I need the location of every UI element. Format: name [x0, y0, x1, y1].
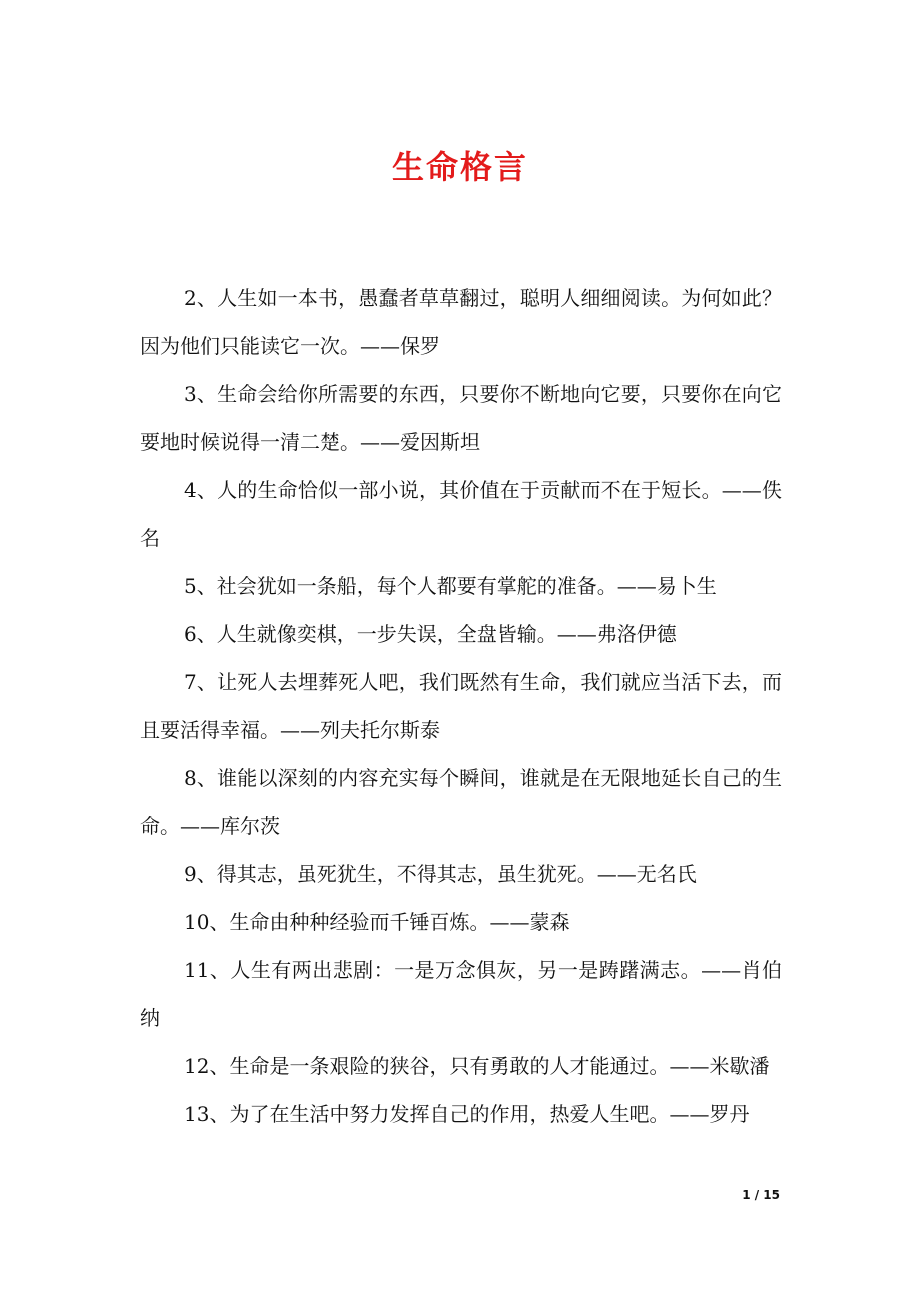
quote-paragraph: 7、让死人去埋葬死人吧，我们既然有生命，我们就应当活下去，而且要活得幸福。——列夫托尔斯泰 [140, 670, 782, 742]
quote-paragraph: 4、人的生命恰似一部小说，其价值在于贡献而不在于短长。——佚名 [140, 478, 782, 550]
quote-paragraph: 10、生命由种种经验而千锤百炼。——蒙森 [184, 910, 570, 934]
quote-paragraph: 12、生命是一条艰险的狭谷，只有勇敢的人才能通过。——米歇潘 [184, 1054, 770, 1078]
page-indicator: 1 / 15 [742, 1188, 780, 1202]
quote-paragraph: 3、生命会给你所需要的东西，只要你不断地向它要，只要你在向它要地时候说得一清二楚。——爱因斯坦 [140, 382, 782, 454]
document-body [140, 274, 782, 1138]
quote-paragraph: 2、人生如一本书，愚蠢者草草翻过，聪明人细细阅读。为何如此？因为他们只能读它一次。——保罗 [140, 286, 782, 358]
quote-paragraph: 11、人生有两出悲剧：一是万念俱灰，另一是踌躇满志。——肖伯纳 [140, 958, 782, 1030]
quote-paragraph: 8、谁能以深刻的内容充实每个瞬间，谁就是在无限地延长自己的生命。——库尔茨 [140, 766, 782, 838]
quote-paragraph: 5、社会犹如一条船，每个人都要有掌舵的准备。——易卜生 [184, 574, 717, 598]
quote-paragraph: 6、人生就像奕棋，一步失误，全盘皆输。——弗洛伊德 [184, 622, 677, 646]
document-title: 生命格言 [391, 148, 528, 186]
quote-paragraph: 9、得其志，虽死犹生，不得其志，虽生犹死。——无名氏 [184, 862, 697, 886]
quote-paragraph: 13、为了在生活中努力发挥自己的作用，热爱人生吧。——罗丹 [184, 1102, 750, 1126]
